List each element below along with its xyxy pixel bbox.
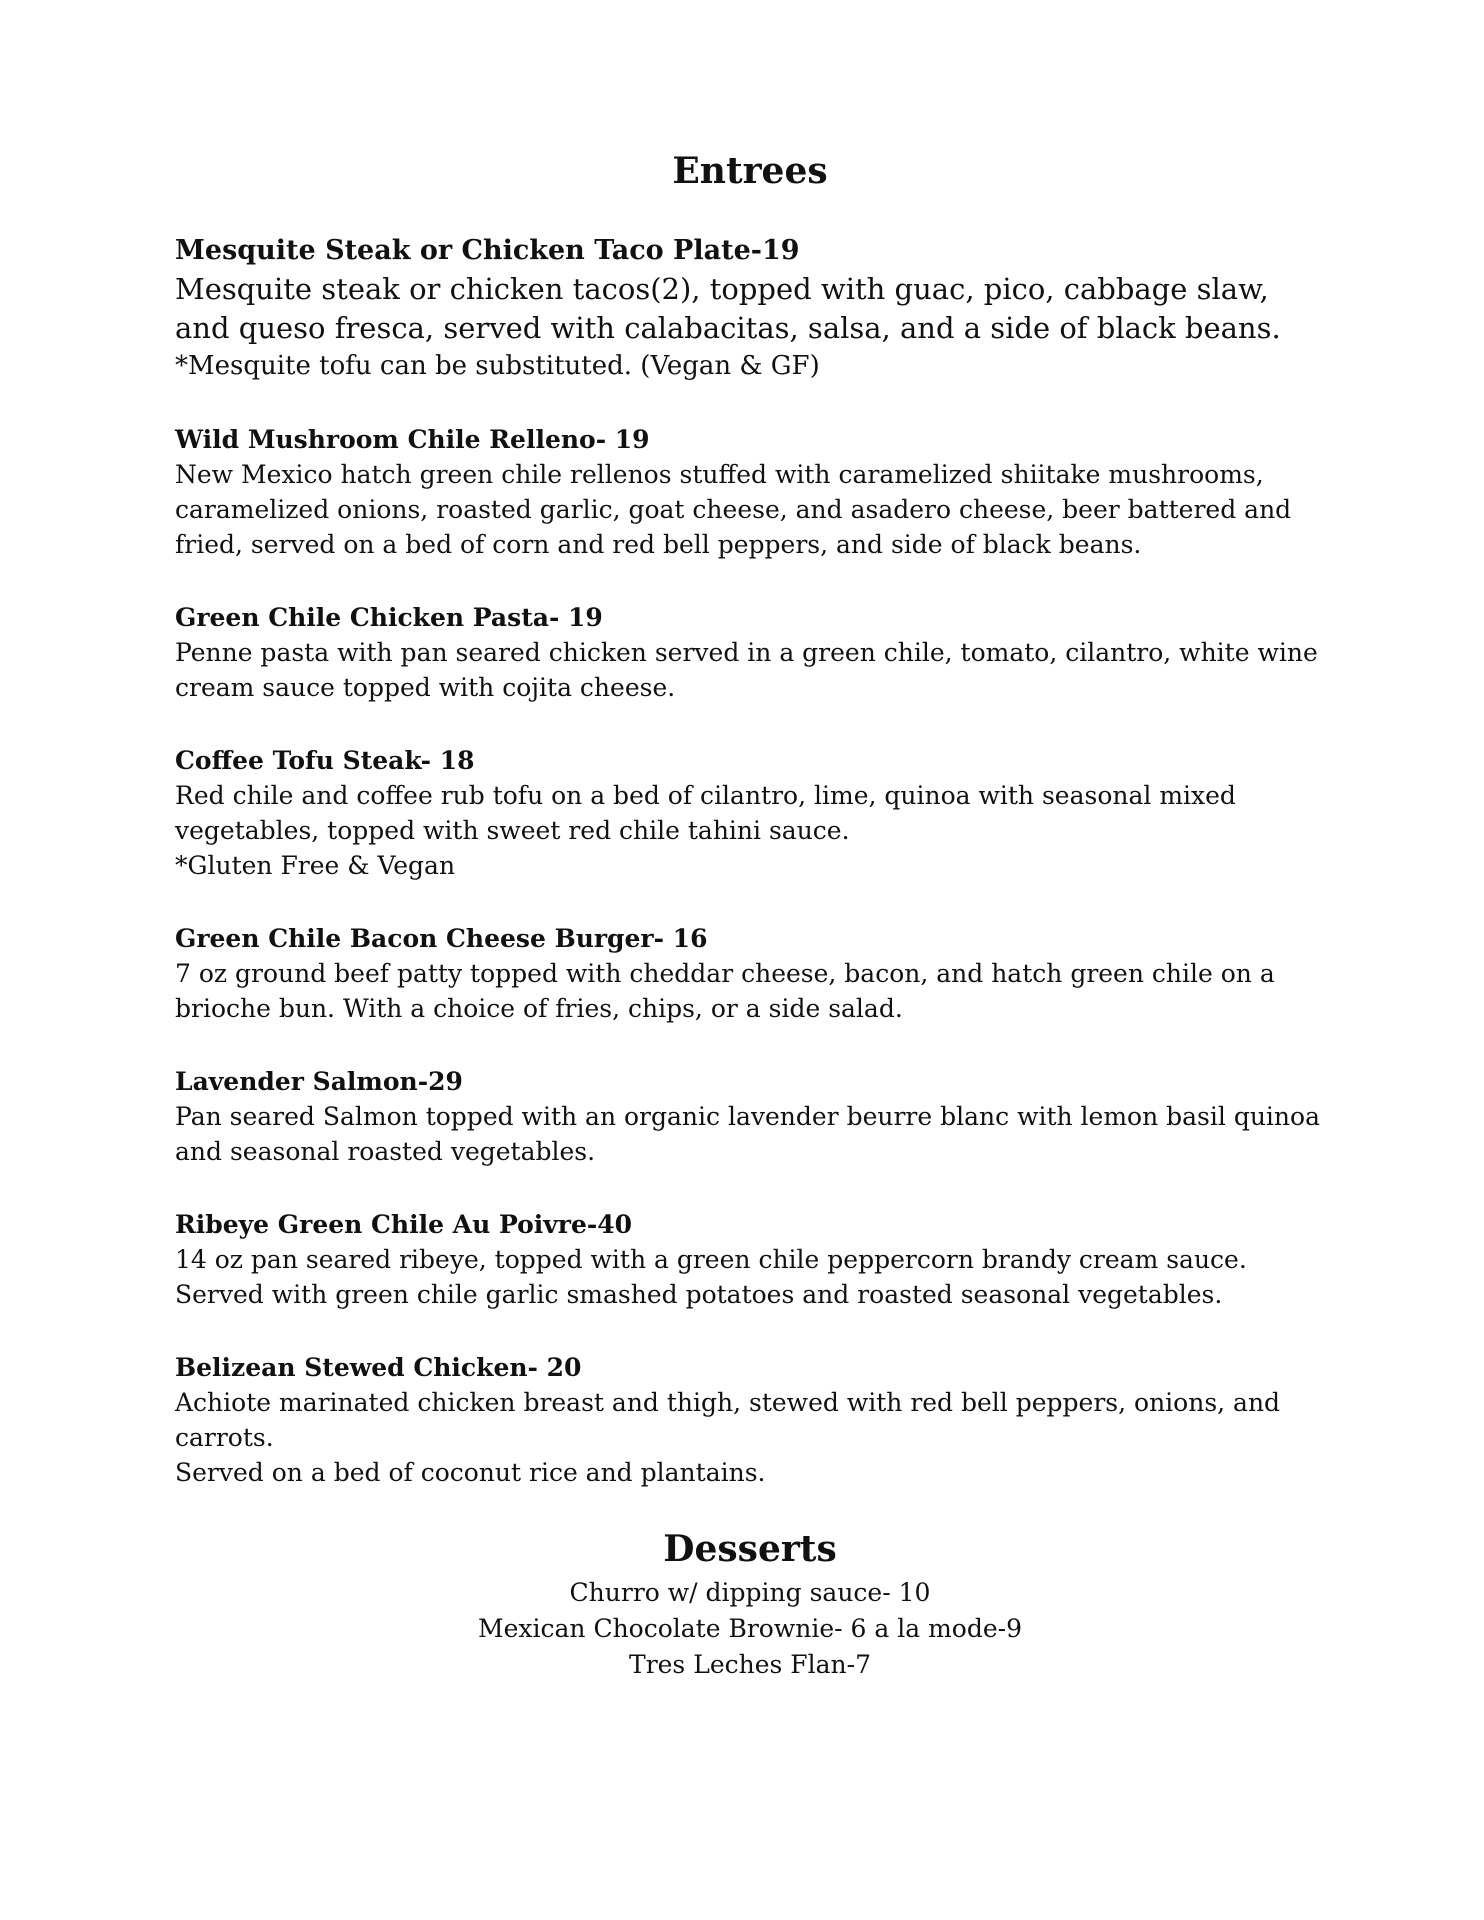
item-description: Pan seared Salmon topped with an organic lavender beurre blanc with lemon basil quinoa and seasonal roasted vegetables. xyxy=(175,1102,1320,1167)
item-description-line: 14 oz pan seared ribeye, topped with a green chile peppercorn brandy cream sauce. xyxy=(175,1245,1247,1275)
menu-item xyxy=(175,600,1325,705)
item-description: 7 oz ground beef patty topped with cheddar cheese, bacon, and hatch green chile on a brioche bun. With a choice of fries, chips, or a side salad. xyxy=(175,959,1275,1024)
menu-item xyxy=(175,1064,1325,1169)
menu-item xyxy=(175,743,1325,883)
menu-item xyxy=(175,422,1325,562)
item-name: Ribeye Green Chile Au Poivre-40 xyxy=(175,1210,633,1240)
entrees-title: Entrees xyxy=(672,150,828,192)
item-name: Mesquite Steak or Chicken Taco Plate-19 xyxy=(175,235,800,267)
menu-page xyxy=(175,150,1325,1683)
menu-item xyxy=(175,1350,1325,1490)
item-note: *Mesquite tofu can be substituted. (Vegan & GF) xyxy=(175,351,820,382)
dessert-item: Mexican Chocolate Brownie- 6 a la mode-9 xyxy=(478,1614,1022,1644)
dessert-item: Churro w/ dipping sauce- 10 xyxy=(569,1578,931,1608)
item-description-line: Achiote marinated chicken breast and thigh, stewed with red bell peppers, onions, and carrots. xyxy=(175,1388,1281,1453)
item-name: Wild Mushroom Chile Relleno- 19 xyxy=(175,425,650,455)
item-name: Belizean Stewed Chicken- 20 xyxy=(175,1353,582,1383)
item-note: *Gluten Free & Vegan xyxy=(175,851,456,881)
item-description-line: Served with green chile garlic smashed potatoes and roasted seasonal vegetables. xyxy=(175,1280,1223,1310)
desserts-title: Desserts xyxy=(663,1528,837,1571)
item-description: Mesquite steak or chicken tacos(2), topped with guac, pico, cabbage slaw, and queso fresca, served with calabacitas, salsa, and a side of black beans. xyxy=(175,272,1281,346)
item-name: Lavender Salmon-29 xyxy=(175,1067,463,1097)
item-description: Penne pasta with pan seared chicken served in a green chile, tomato, cilantro, white wine cream sauce topped with cojita cheese. xyxy=(175,638,1318,703)
desserts-section xyxy=(175,1528,1325,1683)
item-name: Coffee Tofu Steak- 18 xyxy=(175,746,475,776)
item-name: Green Chile Chicken Pasta- 19 xyxy=(175,603,603,633)
dessert-item: Tres Leches Flan-7 xyxy=(629,1650,871,1680)
item-name: Green Chile Bacon Cheese Burger- 16 xyxy=(175,924,708,954)
item-description-line: Served on a bed of coconut rice and plantains. xyxy=(175,1458,766,1488)
menu-item xyxy=(175,1207,1325,1312)
menu-item xyxy=(175,231,1325,384)
item-description: New Mexico hatch green chile rellenos stuffed with caramelized shiitake mushrooms, caramelized onions, roasted garlic, goat cheese, and asadero cheese, beer battered and fried, served on a bed of corn and red bell peppers, and side of black beans. xyxy=(175,460,1292,560)
item-description: Red chile and coffee rub tofu on a bed of cilantro, lime, quinoa with seasonal mixed vegetables, topped with sweet red chile tahini sauce. xyxy=(175,781,1236,846)
menu-item xyxy=(175,921,1325,1026)
